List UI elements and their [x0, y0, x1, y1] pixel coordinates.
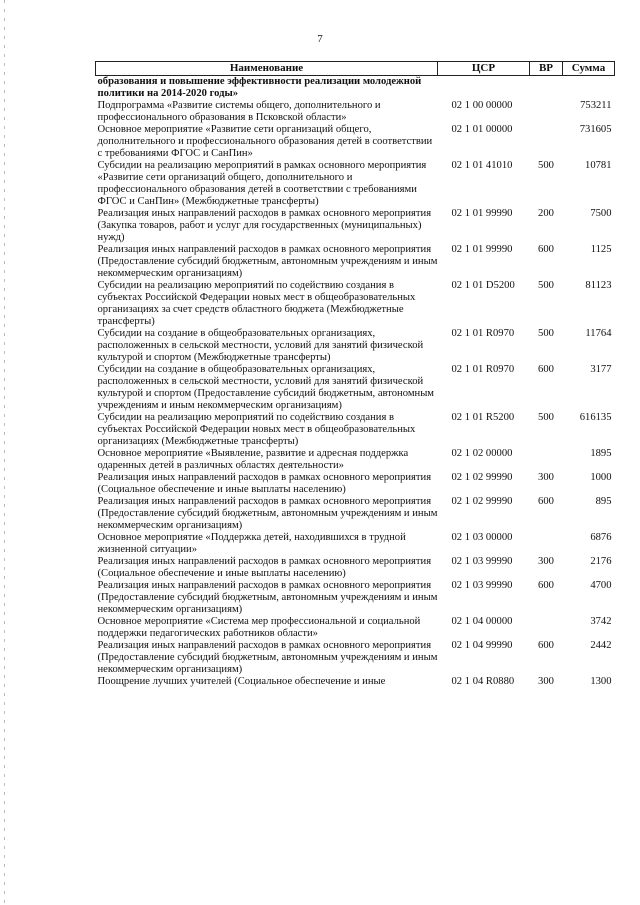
cell-vr: [530, 616, 563, 640]
budget-table: [95, 61, 615, 688]
table-row: [96, 160, 615, 208]
cell-sum: 10781: [585, 160, 612, 171]
table-row: [96, 280, 615, 328]
cell-csr: 02 1 01 R0970: [451, 328, 515, 339]
cell-csr: 02 1 03 99990: [451, 580, 513, 591]
cell-sum: 3177: [590, 364, 612, 375]
cell-csr: 02 1 00 00000: [451, 100, 513, 111]
cell-csr: 02 1 01 00000: [451, 124, 513, 135]
scan-edge-mark: [4, 0, 5, 905]
table-row: [96, 76, 615, 101]
header-vr: ВР: [530, 62, 563, 76]
cell-vr: 600: [538, 244, 554, 255]
table-row: [96, 496, 615, 532]
cell-vr: 500: [538, 280, 554, 291]
cell-name: Основное мероприятие «Развитие сети организаций общего, дополнительного и профессионального образования детей в соответствии с требованиями ФГОС и СанПин»: [97, 124, 433, 159]
cell-csr: 02 1 01 99990: [451, 244, 513, 255]
cell-sum: 3742: [590, 616, 612, 627]
table-row: [96, 364, 615, 412]
cell-name: Реализация иных направлений расходов в рамках основного мероприятия (Предоставление субсидий бюджетным, автономным учреждениям и иным некоммерческим организациям): [97, 244, 438, 279]
cell-csr: 02 1 01 R5200: [451, 412, 515, 423]
cell-vr: [530, 532, 563, 556]
cell-vr: 300: [538, 676, 554, 687]
cell-csr: 02 1 03 99990: [451, 556, 513, 567]
cell-vr: 600: [538, 364, 554, 375]
cell-vr: 600: [538, 496, 554, 507]
cell-name: Основное мероприятие «Поддержка детей, находившихся в трудной жизненной ситуации»: [97, 532, 406, 555]
cell-sum: 11764: [585, 328, 612, 339]
table-row: [96, 244, 615, 280]
table-row: [96, 328, 615, 364]
cell-sum: 1895: [590, 448, 612, 459]
cell-sum: [563, 76, 615, 101]
cell-name: Реализация иных направлений расходов в рамках основного мероприятия (Предоставление субсидий бюджетным, автономным учреждениям и иным некоммерческим организациям): [97, 496, 438, 531]
table-row: [96, 580, 615, 616]
table-row: [96, 676, 615, 688]
cell-csr: 02 1 01 D5200: [451, 280, 515, 291]
cell-name: Поощрение лучших учителей (Социальное обеспечение и иные: [97, 676, 386, 687]
cell-vr: 600: [538, 640, 554, 651]
table-body: [96, 76, 615, 689]
cell-name: Реализация иных направлений расходов в рамках основного мероприятия (Социальное обеспечение и иные выплаты населению): [97, 472, 432, 495]
table-row: [96, 448, 615, 472]
table-row: [96, 616, 615, 640]
table-header-row: [96, 62, 615, 76]
table-row: [96, 412, 615, 448]
table-row: [96, 556, 615, 580]
cell-name: Субсидии на реализацию мероприятий по содействию создания в субъектах Российской Федерации новых мест в общеобразовательных организациях (Межбюджетные трансферты): [97, 412, 416, 447]
cell-name: Субсидии на создание в общеобразовательных организациях, расположенных в сельской местности, условий для занятий физической культурой и спортом (Предоставление субсидий бюджетным, автономным учреждениям и иным некоммерческим организациям): [97, 364, 435, 411]
cell-csr: 02 1 01 41010: [451, 160, 513, 171]
cell-csr: 02 1 02 99990: [451, 496, 513, 507]
header-sum: Сумма: [563, 62, 615, 76]
cell-vr: [530, 124, 563, 160]
cell-sum: 6876: [590, 532, 612, 543]
cell-name: Субсидии на реализацию мероприятий в рамках основного мероприятия «Развитие сети организаций общего, дополнительного и профессионального образования детей в соответствии с требованиями ФГОС и СанПин» (Межбюджетные трансферты): [97, 160, 427, 207]
cell-sum: 4700: [590, 580, 612, 591]
cell-sum: 616135: [579, 412, 612, 423]
cell-name: образования и повышение эффективности реализации молодежной политики на 2014-2020 годы»: [97, 76, 422, 99]
cell-sum: 81123: [585, 280, 612, 291]
cell-csr: 02 1 02 99990: [451, 472, 513, 483]
table-row: [96, 100, 615, 124]
table-row: [96, 208, 615, 244]
cell-vr: 300: [538, 556, 554, 567]
cell-sum: 1300: [590, 676, 612, 687]
cell-csr: [438, 76, 530, 101]
cell-name: Подпрограмма «Развитие системы общего, дополнительного и профессионального образования в Псковской области»: [97, 100, 381, 123]
cell-vr: 500: [538, 160, 554, 171]
cell-vr: [530, 100, 563, 124]
cell-sum: 2176: [590, 556, 612, 567]
table-row: [96, 472, 615, 496]
cell-name: Реализация иных направлений расходов в рамках основного мероприятия (Закупка товаров, работ и услуг для государственных (муниципальных) нужд): [97, 208, 432, 243]
cell-name: Реализация иных направлений расходов в рамках основного мероприятия (Предоставление субсидий бюджетным, автономным учреждениям и иным некоммерческим организациям): [97, 640, 438, 675]
cell-csr: 02 1 01 R0970: [451, 364, 515, 375]
cell-name: Реализация иных направлений расходов в рамках основного мероприятия (Социальное обеспечение и иные выплаты населению): [97, 556, 432, 579]
cell-vr: 600: [538, 580, 554, 591]
cell-vr: 200: [538, 208, 554, 219]
cell-sum: 1125: [590, 244, 612, 255]
cell-sum: 731605: [579, 124, 612, 135]
table-row: [96, 124, 615, 160]
cell-sum: 895: [595, 496, 612, 507]
cell-csr: 02 1 04 99990: [451, 640, 513, 651]
page-number: 7: [317, 33, 323, 45]
header-csr: ЦСР: [438, 62, 530, 76]
cell-csr: 02 1 02 00000: [451, 448, 513, 459]
cell-csr: 02 1 04 00000: [451, 616, 513, 627]
cell-csr: 02 1 04 R0880: [451, 676, 515, 687]
cell-sum: 753211: [580, 100, 612, 111]
cell-name: Субсидии на создание в общеобразовательных организациях, расположенных в сельской местности, условий для занятий физической культурой и спортом (Межбюджетные трансферты): [97, 328, 424, 363]
cell-sum: 1000: [590, 472, 612, 483]
cell-vr: 300: [538, 472, 554, 483]
cell-name: Основное мероприятие «Выявление, развитие и адресная поддержка одаренных детей в различных областях деятельности»: [97, 448, 409, 471]
cell-name: Основное мероприятие «Система мер профессиональной и социальной поддержки педагогических работников области»: [97, 616, 421, 639]
cell-name: Субсидии на реализацию мероприятий по содействию создания в субъектах Российской Федерации новых мест в общеобразовательных организациях за счет средств областного бюджета (Межбюджетные трансферты): [97, 280, 416, 327]
cell-vr: [530, 76, 563, 101]
cell-name: Реализация иных направлений расходов в рамках основного мероприятия (Предоставление субсидий бюджетным, автономным учреждениям и иным некоммерческим организациям): [97, 580, 438, 615]
cell-vr: 500: [538, 412, 554, 423]
cell-sum: 7500: [590, 208, 612, 219]
table-row: [96, 532, 615, 556]
cell-vr: [530, 448, 563, 472]
cell-csr: 02 1 01 99990: [451, 208, 513, 219]
cell-csr: 02 1 03 00000: [451, 532, 513, 543]
table-row: [96, 640, 615, 676]
cell-vr: 500: [538, 328, 554, 339]
cell-sum: 2442: [590, 640, 612, 651]
header-name: Наименование: [96, 62, 438, 76]
